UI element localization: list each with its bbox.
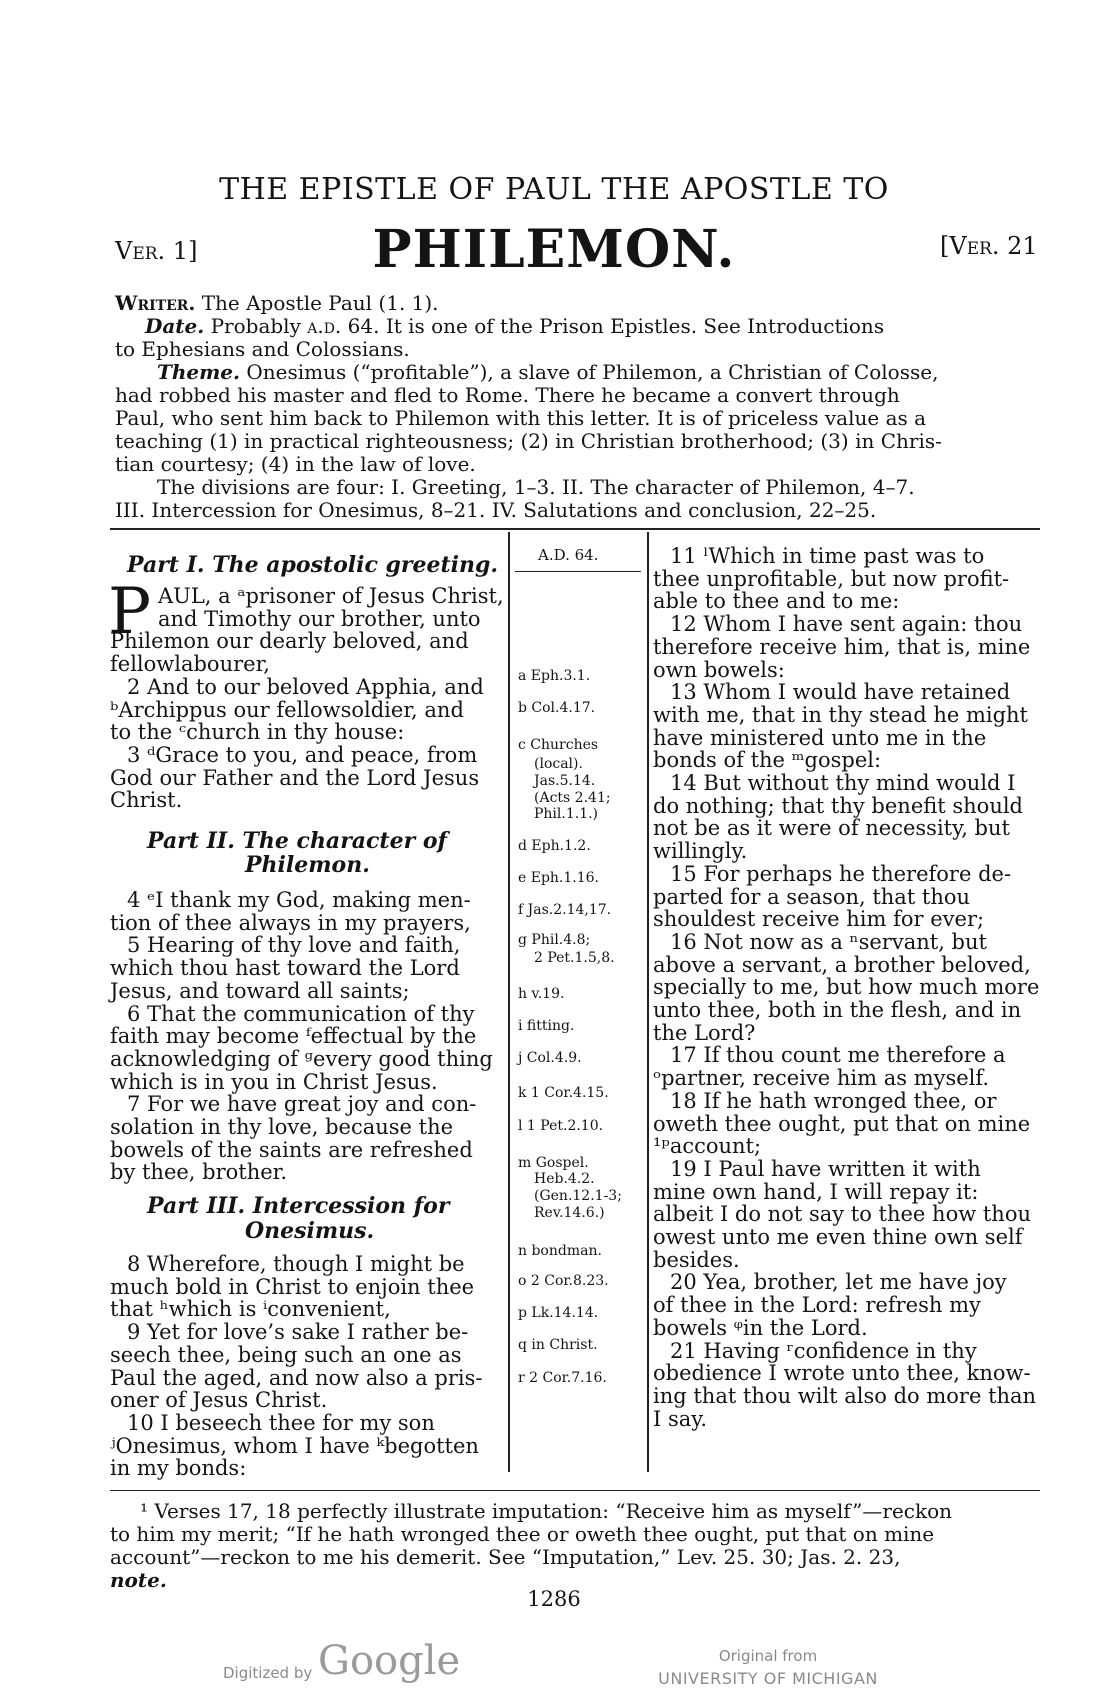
verse-line: Paul the aged, and now also a pris-: [110, 1365, 483, 1390]
verse-line: willingly.: [653, 839, 748, 864]
verse-line: unto thee, both in the flesh, and in: [653, 998, 1022, 1022]
digitized-by-label: Digitized by: [223, 1664, 313, 1682]
date-label: Date.: [145, 314, 205, 338]
marginal-reference: (Gen.12.1-3;: [534, 1188, 622, 1204]
verse-line: Christ.: [110, 788, 183, 813]
verse-line: mine own hand, I will repay it:: [653, 1179, 979, 1204]
top-divider: [110, 528, 1040, 530]
verse-line: Jesus, and toward all saints;: [110, 978, 410, 1003]
marginal-reference: c Churches: [518, 737, 599, 753]
verse-line: 3 ᵈGrace to you, and peace, from: [127, 742, 478, 767]
date-text-1: Probably: [210, 314, 308, 338]
marginal-reference: Heb.4.2.: [534, 1171, 595, 1187]
verse-line: tion of thee always in my prayers,: [110, 910, 471, 935]
verse-line: of thee in the Lord: refresh my: [653, 1293, 981, 1318]
verse-line: ᵇArchippus our fellowsoldier, and: [110, 697, 464, 722]
dropcap-letter: P: [108, 575, 152, 649]
verse-line: specially to me, but how much more: [653, 975, 1040, 1000]
marginal-reference: j Col.4.9.: [518, 1050, 582, 1066]
verse-line: bowels ᵠin the Lord.: [653, 1315, 868, 1340]
verse-line: 15 For perhaps he therefore de-: [670, 861, 1012, 886]
marginal-reference: b Col.4.17.: [518, 700, 596, 716]
verse-line: to the ᶜchurch in thy house:: [110, 720, 405, 745]
verse-line: have ministered unto me in the: [653, 725, 987, 750]
marginal-reference: g Phil.4.8;: [518, 932, 591, 948]
verse-line: acknowledging of ᵍevery good thing: [110, 1046, 493, 1071]
marginal-reference: a Eph.3.1.: [518, 668, 591, 684]
google-logo: Google: [318, 1638, 461, 1684]
writer-text: The Apostle Paul (1. 1).: [201, 291, 439, 315]
verse-line: by thee, brother.: [110, 1160, 288, 1185]
verse-line: besides.: [653, 1247, 740, 1272]
verse-line: parted for a season, that thou: [653, 884, 971, 909]
verse-line: AUL, a ᵃprisoner of Jesus Christ,: [158, 584, 504, 608]
intro-date: [145, 314, 884, 338]
verse-line: seech thee, being such an one as: [110, 1342, 462, 1367]
verse-line: 7 For we have great joy and con-: [127, 1092, 477, 1117]
column-rule-left: [508, 532, 510, 1472]
marginal-reference: Phil.1.1.): [534, 806, 599, 822]
marginal-reference: n bondman.: [518, 1243, 602, 1259]
marginal-reference: Rev.14.6.): [534, 1205, 605, 1221]
verse-line: 4 ᵉI thank my God, making men-: [127, 888, 471, 912]
verse-line: 18 If he hath wronged thee, or: [670, 1088, 997, 1113]
verse-line: 17 If thou count me therefore a: [670, 1043, 1006, 1068]
verse-line: 20 Yea, brother, let me have joy: [670, 1270, 1007, 1295]
verse-line: do nothing; that thy benefit should: [653, 793, 1024, 818]
intro-date-cont: to Ephesians and Colossians.: [115, 337, 410, 361]
intro-writer: [115, 291, 439, 315]
marginal-reference: q in Christ.: [518, 1337, 598, 1353]
verse-line: bowels of the saints are refreshed: [110, 1137, 473, 1162]
footnote-line-1: ¹ Verses 17, 18 perfectly illustrate imputation: “Receive him as myself”—reckon: [140, 1499, 953, 1523]
part-1-heading: Part I. The apostolic greeting.: [127, 552, 499, 578]
verse-line: oweth thee ought, put that on mine: [653, 1111, 1031, 1136]
verse-line: and Timothy our brother, unto: [158, 606, 481, 631]
date-ad: a.d.: [307, 314, 342, 338]
part-3-heading-b: Onesimus.: [245, 1218, 375, 1244]
page-number: 1286: [527, 1587, 581, 1611]
marginal-reference: r 2 Cor.7.16.: [518, 1370, 607, 1386]
verse-line: ing that thou wilt also do more than: [653, 1383, 1037, 1408]
date-text-2: 64. It is one of the Prison Epistles. See Introductions: [341, 314, 885, 338]
verse-line: albeit I do not say to thee how thou: [653, 1202, 1031, 1227]
verse-range-start: Ver. 1]: [115, 237, 198, 265]
marginal-reference: p Lk.14.14.: [518, 1305, 599, 1321]
verse-line: obedience I wrote unto thee, know-: [653, 1361, 1031, 1386]
verse-line: 5 Hearing of thy love and faith,: [127, 933, 461, 958]
verse-line: 6 That the communication of thy: [127, 1001, 475, 1026]
marginal-reference: k 1 Cor.4.15.: [518, 1085, 609, 1101]
footnote-line-4: note.: [110, 1568, 167, 1592]
verse-line: which is in you in Christ Jesus.: [110, 1069, 438, 1094]
verse-line: 13 Whom I would have retained: [670, 680, 1011, 705]
verse-line: 9 Yet for love’s sake I rather be-: [127, 1320, 469, 1345]
epistle-heading: THE EPISTLE OF PAUL THE APOSTLE TO: [219, 172, 889, 207]
intro-divisions-1: The divisions are four: I. Greeting, 1–3. II. The character of Philemon, 4–7.: [157, 475, 915, 499]
verse-line: able to thee and to me:: [653, 589, 900, 614]
verse-line: therefore receive him, that is, mine: [653, 634, 1031, 659]
marginal-reference: d Eph.1.2.: [518, 838, 591, 854]
intro-theme-4: teaching (1) in practical righteousness; (2) in Christian brotherhood; (3) in Chris-: [115, 429, 942, 453]
book-title: PHILEMON.: [372, 219, 736, 280]
intro-theme-5: tian courtesy; (4) in the law of love.: [115, 452, 476, 476]
intro-theme-2: had robbed his master and fled to Rome. There he became a convert through: [115, 383, 900, 407]
column-rule-right: [647, 532, 649, 1472]
verse-line: fellowlabourer,: [110, 652, 270, 677]
verse-line: oner of Jesus Christ.: [110, 1388, 328, 1413]
intro-theme-3: Paul, who sent him back to Philemon with this letter. It is of priceless value as a: [115, 406, 927, 430]
intro-theme: [157, 360, 938, 384]
verse-line: much bold in Christ to enjoin thee: [110, 1274, 475, 1299]
verse-line: 12 Whom I have sent again: thou: [670, 612, 1023, 637]
marginal-reference: (Acts 2.41;: [534, 790, 611, 806]
footnote-line-3: account”—reckon to me his demerit. See “Imputation,” Lev. 25. 30; Jas. 2. 23,: [110, 1545, 901, 1569]
verse-line: I say.: [653, 1406, 708, 1431]
verse-line: not be as it were of necessity, but: [653, 816, 1010, 841]
verse-line: which thou hast toward the Lord: [110, 956, 460, 981]
verse-line: the Lord?: [653, 1020, 756, 1045]
verse-line: owest unto me even thine own self: [653, 1225, 1023, 1249]
verse-line: 16 Not now as a ⁿservant, but: [670, 929, 987, 954]
writer-label: Writer.: [115, 291, 196, 315]
intro-divisions-2: III. Intercession for Onesimus, 8–21. IV. Salutations and conclusion, 22–25.: [115, 498, 877, 522]
university-label: UNIVERSITY OF MICHIGAN: [658, 1669, 878, 1688]
verse-line: bonds of the ᵐgospel:: [653, 748, 882, 773]
verse-line: that ʰwhich is ⁱconvenient,: [110, 1297, 391, 1322]
verse-line: ʲOnesimus, whom I have ᵏbegotten: [110, 1433, 479, 1458]
marginal-reference: e Eph.1.16.: [518, 870, 600, 886]
verse-line: thee unprofitable, but now profit-: [653, 566, 1010, 591]
verse-line: solation in thy love, because the: [110, 1115, 454, 1139]
verse-line: God our Father and the Lord Jesus: [110, 765, 480, 790]
verse-line: ᵒpartner, receive him as myself.: [653, 1066, 990, 1091]
verse-line: with me, that in thy stead he might: [653, 702, 1028, 727]
verse-line: shouldest receive him for ever;: [653, 907, 985, 932]
verse-line: 8 Wherefore, though I might be: [127, 1252, 465, 1276]
verse-line: 2 And to our beloved Apphia, and: [127, 674, 484, 699]
verse-line: in my bonds:: [110, 1456, 247, 1481]
verse-line: faith may become ᶠeffectual by the: [110, 1024, 477, 1049]
verse-range-end: [Ver. 21: [940, 232, 1038, 260]
center-date-rule: [515, 571, 641, 572]
verse-line: 10 I beseech thee for my son: [127, 1410, 435, 1435]
verse-line: above a servant, a brother beloved,: [653, 952, 1031, 977]
marginal-reference: Jas.5.14.: [534, 773, 596, 789]
center-date: A.D. 64.: [538, 546, 599, 564]
part-2-heading-a: Part II. The character of: [147, 828, 447, 854]
theme-label: Theme.: [157, 360, 240, 384]
marginal-reference: l 1 Pet.2.10.: [518, 1118, 604, 1134]
verse-line: ¹ᵖaccount;: [653, 1134, 762, 1159]
verse-line: own bowels:: [653, 657, 785, 682]
marginal-reference: i fitting.: [518, 1018, 575, 1034]
verse-line: 19 I Paul have written it with: [670, 1156, 981, 1181]
marginal-reference: m Gospel.: [518, 1155, 589, 1171]
footnote-line-2: to him my merit; “If he hath wronged thee or oweth thee ought, put that on mine: [110, 1522, 935, 1546]
marginal-reference: h v.19.: [518, 986, 565, 1002]
part-3-heading-a: Part III. Intercession for: [147, 1193, 450, 1219]
marginal-reference: (local).: [534, 756, 583, 772]
theme-text-1: Onesimus (“profitable”), a slave of Philemon, a Christian of Colosse,: [246, 360, 939, 384]
marginal-reference: 2 Pet.1.5,8.: [534, 950, 615, 966]
marginal-reference: f Jas.2.14,17.: [518, 902, 612, 918]
marginal-reference: o 2 Cor.8.23.: [518, 1273, 609, 1289]
verse-line: 21 Having ʳconfidence in thy: [670, 1338, 977, 1363]
footnote-divider: [110, 1490, 1040, 1491]
original-from-label: Original from: [718, 1647, 818, 1665]
verse-line: Philemon our dearly beloved, and: [110, 629, 469, 654]
verse-line: 11 ˡWhich in time past was to: [670, 544, 985, 568]
part-2-heading-b: Philemon.: [245, 852, 370, 878]
verse-line: 14 But without thy mind would I: [670, 771, 1016, 795]
